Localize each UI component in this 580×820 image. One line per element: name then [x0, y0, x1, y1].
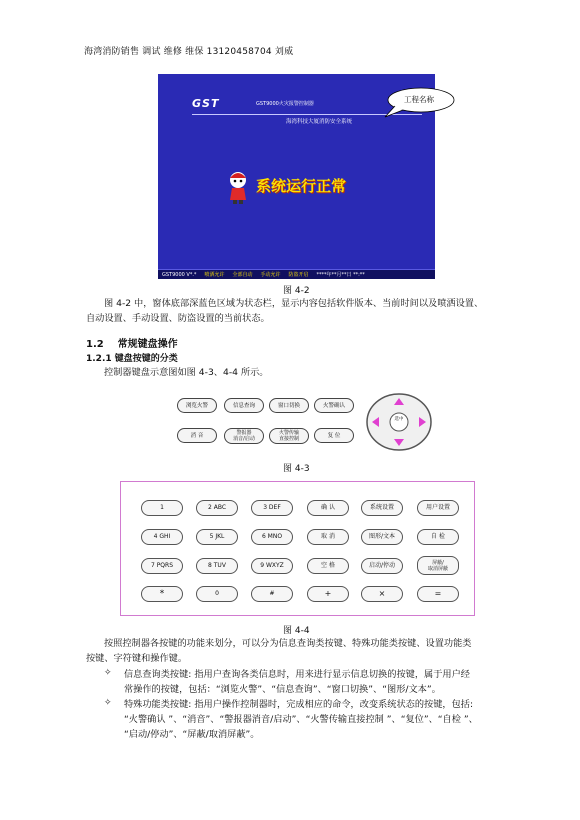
intro-text: 控制器键盘示意图如图 4-3、4-4 所示。	[104, 367, 269, 378]
key-hash[interactable]: #	[251, 586, 293, 602]
key-user-settings[interactable]: 用户设置	[417, 500, 459, 516]
key-0[interactable]: 0	[196, 586, 238, 602]
dpad-center-label: 选中	[394, 417, 404, 422]
gst-logo: GST	[192, 97, 220, 110]
key-multiply[interactable]: ×	[361, 586, 403, 602]
direction-pad[interactable]	[365, 392, 433, 452]
status-bar	[158, 269, 435, 279]
callout-label: 工程名称	[404, 95, 434, 104]
key-equals[interactable]: =	[417, 586, 459, 602]
paragraph-line: 自动设置、手动设置、防盗设置的当前状态。	[86, 313, 270, 324]
project-name-callout	[383, 86, 455, 118]
bullet-diamond-icon: ✧	[104, 668, 112, 678]
key-8-tuv[interactable]: 8 TUV	[196, 558, 238, 574]
key-6-mno[interactable]: 6 MNO	[251, 529, 293, 545]
paragraph-line: 信息查询类按键: 指用户查询各类信息时，用来进行显示信息切换的按键，属于用户经	[124, 669, 470, 680]
subsection-number: 1.2.1	[86, 354, 112, 364]
key-system-settings[interactable]: 系统设置	[361, 500, 403, 516]
key-3-def[interactable]: 3 DEF	[251, 500, 293, 516]
key-5-jkl[interactable]: 5 JKL	[196, 529, 238, 545]
system-status-message: 系统运行正常	[256, 177, 347, 195]
key-asterisk[interactable]: *	[141, 586, 183, 602]
key-fire-transmit-control[interactable]: 火警传输 直接控制	[269, 428, 309, 444]
status-spray: 喷洒允许	[204, 272, 225, 278]
key-window-switch[interactable]: 窗口切换	[269, 398, 309, 413]
model-title: GST9000火灾报警控制器	[256, 101, 314, 107]
paragraph-key-categories	[86, 636, 526, 666]
key-graphic-text[interactable]: 图形/文本	[361, 529, 403, 545]
key-9-wxyz[interactable]: 9 WXYZ	[251, 558, 293, 574]
company-name: 海湾科技大厦消防安全系统	[286, 119, 353, 125]
paragraph-line: 常操作的按键，包括：“浏览火警”、“信息查询”、“窗口切换”、“图形/文本”。	[124, 684, 441, 695]
section-number: 1.2	[86, 339, 104, 350]
section-title: 常规键盘操作	[117, 339, 178, 350]
subsection-title: 键盘按键的分类	[114, 354, 178, 364]
figure-caption-4-2: 图 4-2	[283, 286, 310, 296]
key-start-stop[interactable]: 启动/停动	[361, 558, 403, 574]
key-space[interactable]: 空 格	[307, 558, 349, 574]
figure-caption-4-3: 图 4-3	[283, 464, 310, 474]
key-self-test[interactable]: 自 检	[417, 529, 459, 545]
key-7-pqrs[interactable]: 7 PQRS	[141, 558, 183, 574]
status-auto: 全部自动	[232, 272, 253, 278]
key-plus[interactable]: +	[307, 586, 349, 602]
section-heading	[86, 335, 178, 350]
keypad-4-4	[120, 481, 475, 616]
paragraph-line: “火警确认 ”、“消音”、“警报器消音/启动”、“火警传输直接控制 ”、“复位”、“自检 ”、	[124, 714, 478, 725]
page-header: 海湾消防销售 调试 维修 维保 13120458704 刘威	[84, 47, 294, 57]
status-manual: 手动允许	[260, 272, 281, 278]
key-cancel[interactable]: 取 消	[307, 529, 349, 545]
figure-caption-4-4: 图 4-4	[283, 626, 310, 636]
key-4-ghi[interactable]: 4 GHI	[141, 529, 183, 545]
key-browse-fire[interactable]: 浏览火警	[177, 398, 217, 413]
key-info-query[interactable]: 信息查询	[224, 398, 264, 413]
key-reset[interactable]: 复 位	[314, 428, 354, 443]
bullet-diamond-icon: ✧	[104, 698, 112, 708]
key-fire-confirm[interactable]: 火警确认	[314, 398, 354, 413]
key-1[interactable]: 1	[141, 500, 183, 516]
key-silence[interactable]: 消 音	[177, 428, 217, 443]
status-version: GST9000 V*.*	[162, 271, 197, 278]
paragraph-line: 按照控制器各按键的功能来划分，可以分为信息查询类按键、特殊功能类按键、设置功能类	[104, 638, 472, 649]
paragraph-line: 按键、字符键和操作键。	[86, 653, 188, 664]
subsection-heading	[86, 351, 178, 364]
key-alarm-silence-start[interactable]: 警报器 消音/启动	[224, 428, 264, 444]
paragraph-status-bar	[86, 296, 526, 326]
key-confirm[interactable]: 确 认	[307, 500, 349, 516]
key-shield-unshield[interactable]: 屏蔽/ 取消屏蔽	[417, 556, 459, 575]
paragraph-line: 图 4-2 中，窗体底部深蓝色区域为状态栏，显示内容包括软件版本、当前时间以及喷洒设置、	[104, 298, 484, 309]
bullet-info-query-keys	[124, 667, 534, 697]
paragraph-line: 特殊功能类按键: 指用户操作控制器时，完成相应的命令，改变系统状态的按键，包括:	[124, 699, 474, 710]
bullet-special-function-keys	[124, 697, 534, 742]
status-datetime: ****年**月**日 **:**	[316, 272, 365, 278]
status-antitheft: 防盗开启	[288, 272, 309, 278]
key-2-abc[interactable]: 2 ABC	[196, 500, 238, 516]
mascot-icon	[224, 170, 252, 204]
dpad-icon	[365, 392, 433, 452]
paragraph-line: “启动/停动”、“屏蔽/取消屏蔽”。	[124, 729, 260, 740]
